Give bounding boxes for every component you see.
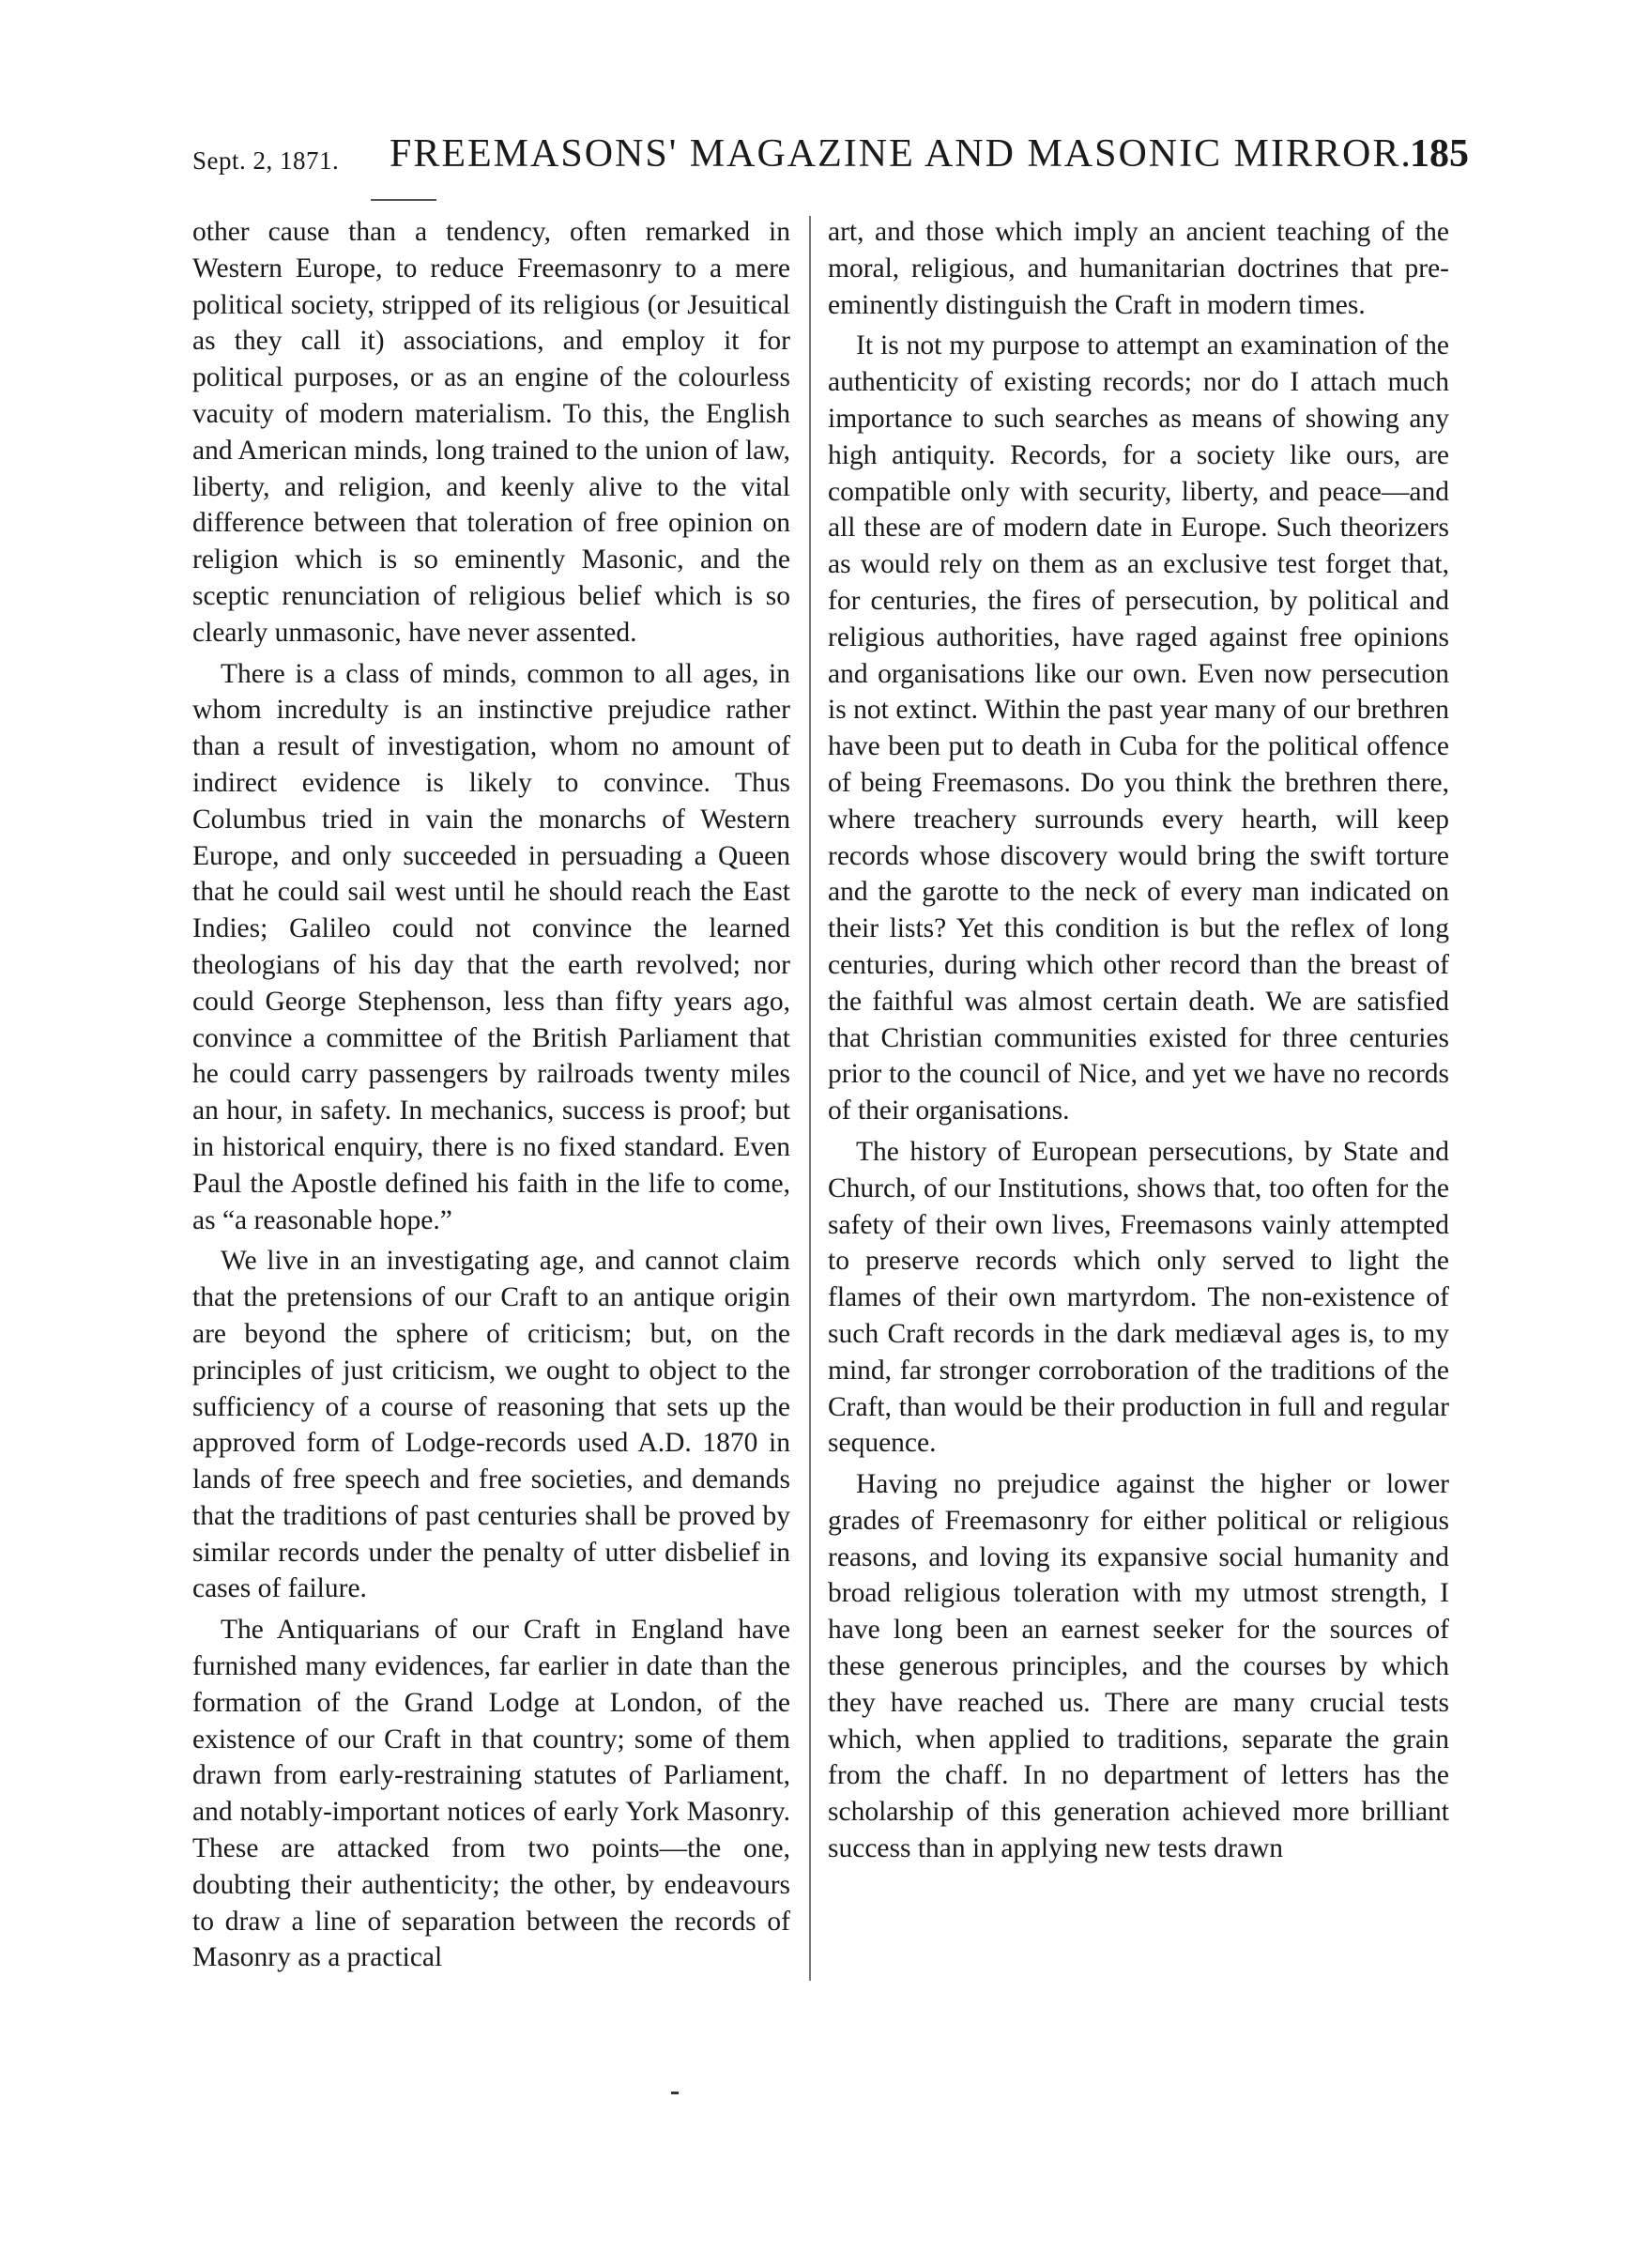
left-column	[192, 214, 790, 1981]
paragraph: It is not my purpose to attempt an examination of the authenticity of existing records; nor do I attach much importance to such searches as means of showing any high antiquity. Records, for a society like ours, are compatible only with security, liberty, and peace—and all these are of modern date in Europe. Such theorizers as would rely on them as an exclusive test forget that, for centuries, the fires of persecution, by political and religious authorities, have raged against free opinions and organisations like our own. Even now persecution is not extinct. Within the past year many of our brethren have been put to death in Cuba for the political offence of being Freemasons. Do you think the brethren there, where treachery surrounds every hearth, will keep records whose discovery would bring the swift torture and the garotte to the neck of every man indicated on their lists? Yet this condition is but the reflex of long centuries, during which other record than the breast of the faithful was almost certain death. We are satisfied that Christian communities existed for three centuries prior to the council of Nice, and yet we have no records of their organisations.	[828, 330, 1449, 1126]
paragraph: The Antiquarians of our Craft in England have furnished many evidences, far earlier in date than the formation of the Grand Lodge at London, of the existence of our Craft in that country; some of them drawn from early-restraining statutes of Parliament, and notably-important notices of early York Masonry. These are attacked from two points—the one, doubting their authenticity; the other, by endeavours to draw a line of separation between the records of Masonry as a practical	[192, 1615, 790, 1973]
header-title: FREEMASONS' MAGAZINE AND MASONIC MIRROR.	[390, 132, 1413, 176]
paragraph: Having no prejudice against the higher or lower grades of Freemasonry for either political or religious reasons, and loving its expansive social humanity and broad religious toleration with my utmost strength, I have long been an earnest seeker for the sources of these generous principles, and the courses by which they have reached us. There are many crucial tests which, when applied to traditions, separate the grain from the chaff. In no department of letters has the scholarship of this generation achieved more brilliant success than in applying new tests drawn	[828, 1469, 1449, 1864]
running-header	[192, 131, 1469, 184]
header-rule	[371, 199, 436, 201]
header-date: Sept. 2, 1871.	[192, 146, 340, 175]
paragraph: The history of European persecutions, by State and Church, of our Institutions, shows that, too often for the safety of their own lives, Freemasons vainly attempted to preserve records which only served to light the flames of their own martyrdom. The non-existence of such Craft records in the dark mediæval ages is, to my mind, far stronger corroboration of the traditions of the Craft, than would be their production in full and regular sequence.	[828, 1136, 1449, 1459]
paragraph: art, and those which imply an ancient teaching of the moral, religious, and humanitarian doctrines that pre-eminently distinguish the Craft in modern times.	[828, 217, 1449, 320]
column-divider	[809, 216, 811, 1981]
page-number: 185	[1410, 132, 1469, 176]
paragraph: There is a class of minds, common to all ages, in whom incredulty is an instinctive prejudice rather than a result of investigation, whom no amount of indirect evidence is likely to convince. Thus Columbus tried in vain the monarchs of Western Europe, and only succeeded in persuading a Queen that he could sail west until he should reach the East Indies; Galileo could not convince the learned theologians of his day that the earth revolved; nor could George Stephenson, less than fifty years ago, convince a committee of the British Parliament that he could carry passengers by railroads twenty miles an hour, in safety. In mechanics, success is proof; but in historical enquiry, there is no fixed standard. Even Paul the Apostle defined his faith in the life to come, as “a reasonable hope.”	[192, 658, 790, 1235]
paragraph: other cause than a tendency, often remarked in Western Europe, to reduce Freemasonry to a mere political society, stripped of its religious (or Jesuitical as they call it) associations, and employ it for political purposes, or as an engine of the colourless vacuity of modern materialism. To this, the English and American minds, long trained to the union of law, liberty, and religion, and keenly alive to the vital difference between that toleration of free opinion on religion which is so eminently Masonic, and the sceptic renunciation of religious belief which is so clearly unmasonic, have never assented.	[192, 217, 790, 648]
right-column	[828, 214, 1449, 1872]
paragraph: We live in an investigating age, and cannot claim that the pretensions of our Craft to an antique origin are beyond the sphere of criticism; but, on the principles of just criticism, we ought to object to the sufficiency of a course of reasoning that sets up the approved form of Lodge-records used A.D. 1870 in lands of free speech and free societies, and demands that the traditions of past centuries shall be proved by similar records under the penalty of utter disbelief in cases of failure.	[192, 1246, 790, 1604]
footer-mark	[671, 2092, 679, 2094]
